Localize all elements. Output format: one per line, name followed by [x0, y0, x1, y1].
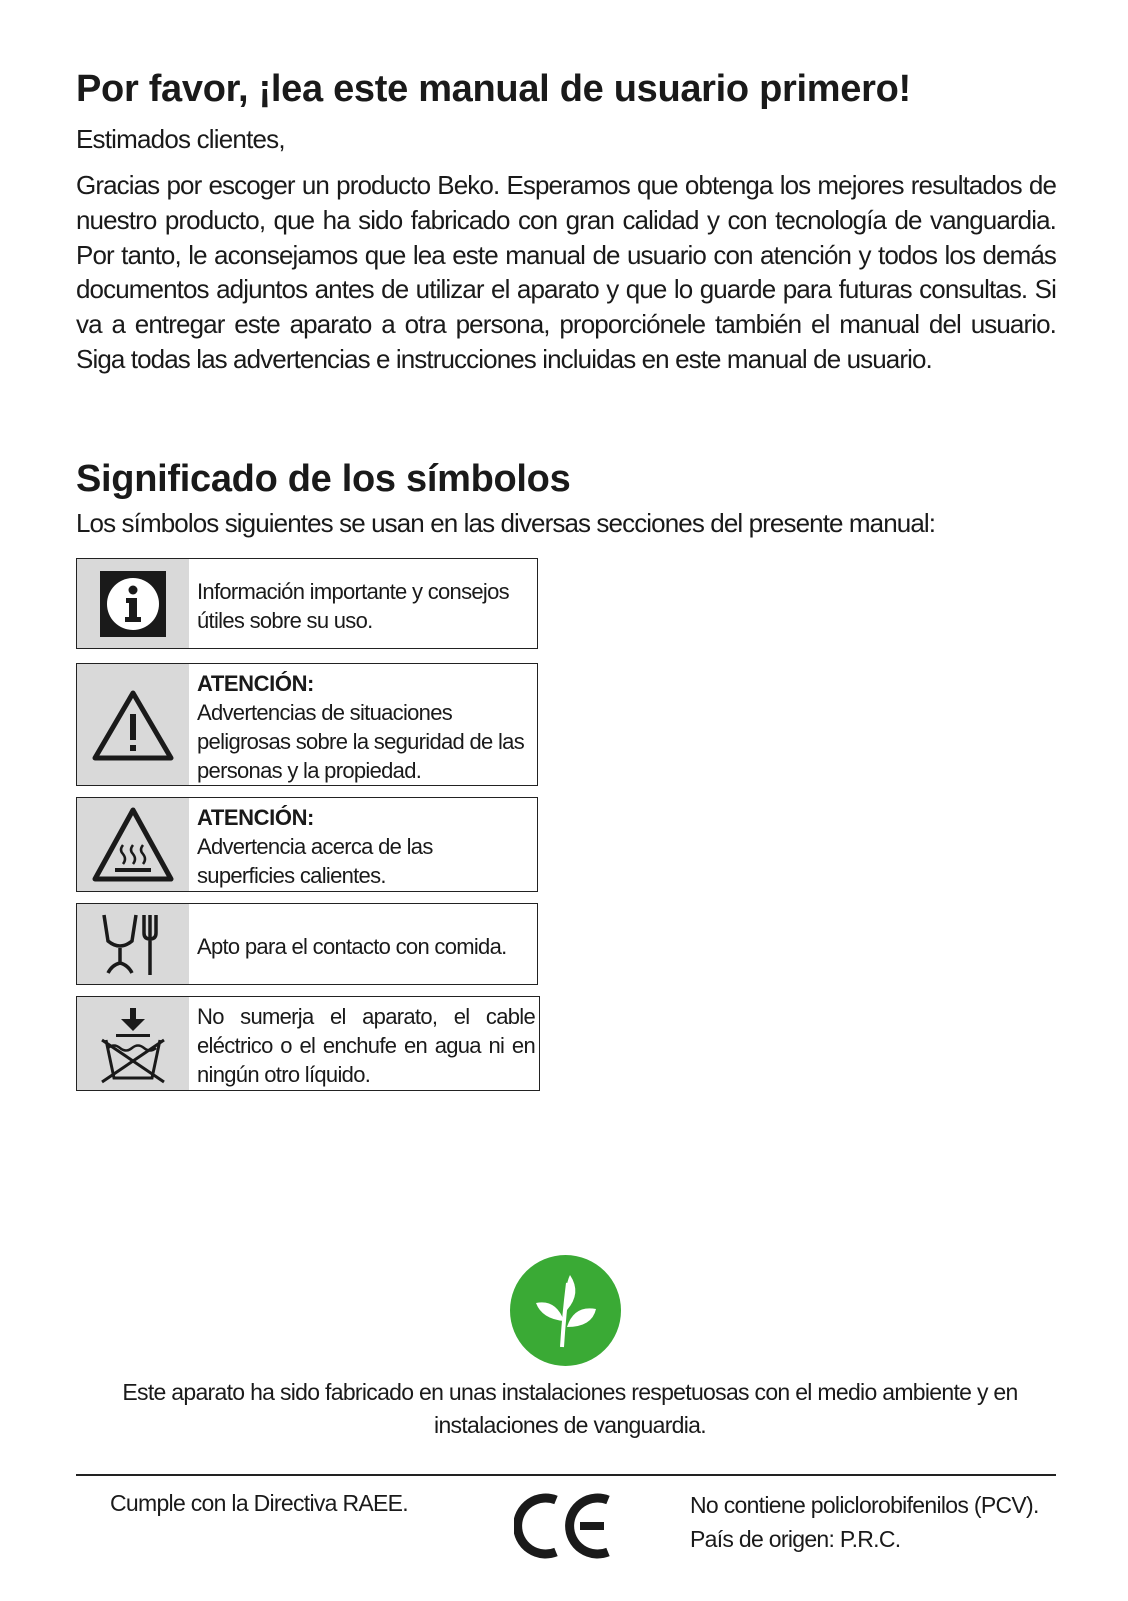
- symbol-row-hot-surface: [76, 797, 538, 892]
- greeting: Estimados clientes,: [76, 124, 285, 154]
- info-icon: [77, 559, 189, 648]
- symbols-intro: Los símbolos siguientes se usan en las diversas secciones del presente manual:: [76, 508, 936, 538]
- symbol-text: Advertencia acerca de las superficies calientes.: [197, 834, 433, 888]
- symbol-title: ATENCIÓN:: [197, 805, 314, 830]
- do-not-immerse-icon: [77, 997, 189, 1090]
- symbol-text: Apto para el contacto con comida.: [197, 933, 507, 959]
- symbol-row-food-contact: [76, 903, 538, 985]
- origin-line: País de origen: P.R.C.: [690, 1526, 901, 1552]
- symbol-row-do-not-immerse: [76, 996, 540, 1091]
- raee-compliance: Cumple con la Directiva RAEE.: [110, 1490, 408, 1516]
- leaf-icon: [510, 1255, 621, 1366]
- symbol-row-warning: [76, 663, 538, 786]
- pcb-line: No contiene policlorobifenilos (PCV).: [690, 1492, 1039, 1518]
- symbol-title: ATENCIÓN:: [197, 670, 314, 696]
- ce-mark-icon: [514, 1490, 614, 1562]
- footer-divider: [76, 1474, 1056, 1476]
- intro-paragraph: Gracias por escoger un producto Beko. Esperamos que obtenga los mejores resultados de nuestro producto, que ha sido fabricado con gran calidad y con tecnología de vanguardia. Por tanto, le aconsejamos que lea este manual de usuario con atención y todos los demás documentos adjuntos antes de utilizar el aparato y que lo guarde para futuras consultas. Si va a entregar este aparato a otra persona, proporciónele también el manual del usuario. Siga todas las advertencias e instrucciones incluidas en este manual de usuario.: [76, 170, 1056, 374]
- hot-surface-icon: [77, 798, 189, 891]
- pcb-statement: [690, 1488, 1039, 1556]
- page-title: Por favor, ¡lea este manual de usuario primero!: [76, 68, 911, 110]
- symbols-heading: Significado de los símbolos: [76, 458, 571, 500]
- food-contact-icon: [77, 904, 189, 984]
- symbol-text: Información importante y consejos útiles sobre su uso.: [197, 578, 509, 633]
- eco-statement: Este aparato ha sido fabricado en unas instalaciones respetuosas con el medio ambiente y en instalaciones de vanguardia.: [122, 1379, 1018, 1438]
- symbol-text: No sumerja el aparato, el cable eléctrico o el enchufe en agua ni en ningún otro líquido.: [197, 1004, 535, 1087]
- warning-icon: [77, 664, 189, 785]
- symbol-text: Advertencias de situaciones peligrosas sobre la seguridad de las personas y la propiedad.: [197, 699, 525, 783]
- symbol-row-info: [76, 558, 538, 649]
